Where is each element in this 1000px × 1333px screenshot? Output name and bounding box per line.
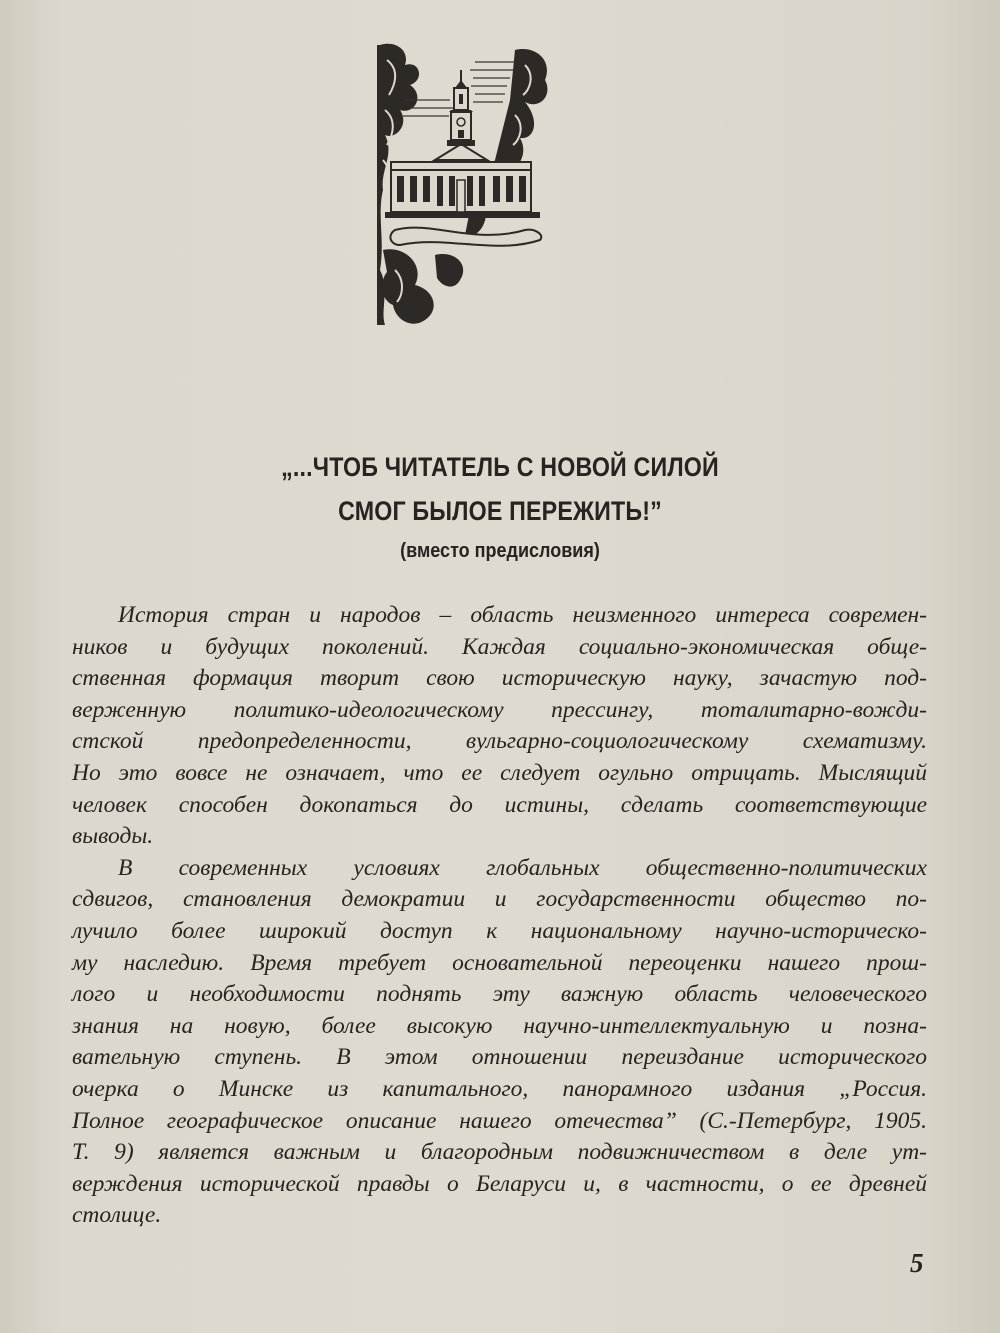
text-line: верженную политико-идеологическому прессингу, тоталитарно-вожди- xyxy=(72,696,927,723)
text-line: Полное географическое описание нашего отечества” (С.-Петербург, 1905. xyxy=(72,1107,927,1134)
text-line: ников и будущих поколений. Каждая социально-экономическая обще- xyxy=(72,633,927,660)
text-line: верждения исторической правды о Беларуси и, в частности, о ее древней xyxy=(72,1170,927,1197)
body-text xyxy=(72,600,927,1232)
text-line: Т. 9) является важным и благородным подвижничеством в деле ут- xyxy=(72,1139,927,1166)
church-vignette-illustration xyxy=(375,40,555,330)
text-line: му наследию. Время требует основательной переоценки нашего прош- xyxy=(72,949,927,976)
text-line: столице. xyxy=(72,1202,162,1229)
page-number: 5 xyxy=(910,1248,924,1278)
text-line: человек способен докопаться до истины, сделать соответствующие xyxy=(72,791,927,818)
chapter-title-line-2: СМОГ БЫЛОЕ ПЕРЕЖИТЬ!” xyxy=(338,496,662,526)
text-line: вательную ступень. В этом отношении переиздание исторического xyxy=(72,1044,927,1071)
text-line: лучило более широкий доступ к национальному научно-историческо- xyxy=(72,917,927,944)
text-line: очерка о Минске из капитального, панорамного издания „Россия. xyxy=(72,1075,927,1102)
text-line: знания на новую, более высокую научно-интеллектуальную и позна- xyxy=(72,1012,927,1039)
text-line: Но это вовсе не означает, что ее следует огульно отрицать. Мыслящий xyxy=(72,759,927,786)
text-line: выводы. xyxy=(72,823,154,850)
text-line: В современных условиях глобальных общественно-политических xyxy=(118,854,927,881)
text-line: сдвигов, становления демократии и государственности общество по- xyxy=(72,886,927,913)
paragraph xyxy=(72,600,927,853)
text-line: стской предопределенности, вульгарно-социологическому схематизму. xyxy=(72,728,927,755)
text-line: ственная формация творит свою историческую науку, зачастую под- xyxy=(72,665,927,692)
paragraph xyxy=(72,853,927,1232)
text-line: История стран и народов – область неизменного интереса современ- xyxy=(118,602,927,628)
text-line: лого и необходимости поднять эту важную область человеческого xyxy=(72,981,927,1008)
chapter-title-line-1: „...ЧТОБ ЧИТАТЕЛЬ С НОВОЙ СИЛОЙ xyxy=(281,452,719,482)
chapter-subtitle: (вместо предисловия) xyxy=(400,540,600,562)
